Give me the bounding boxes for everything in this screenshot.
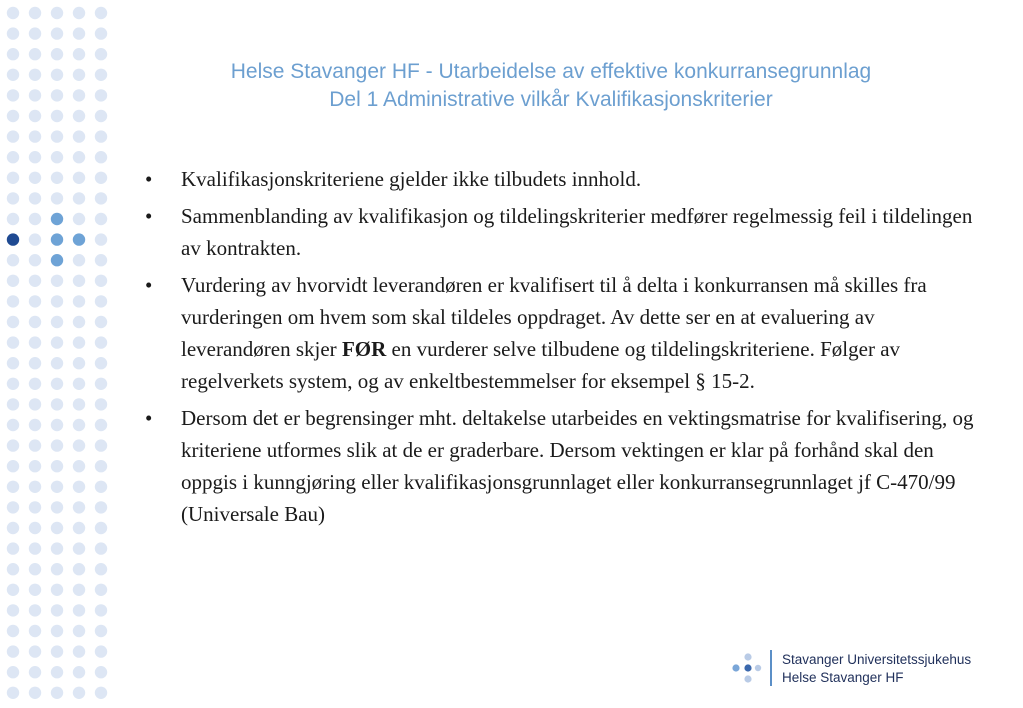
decor-dot <box>7 563 19 575</box>
decor-dot <box>73 151 85 163</box>
decor-dot <box>29 295 41 307</box>
decor-dot <box>95 69 107 81</box>
bullet-item-3 <box>145 269 975 397</box>
decor-dot <box>7 27 19 39</box>
decor-dot <box>73 7 85 19</box>
slide-title <box>130 58 972 114</box>
decor-dot <box>29 27 41 39</box>
bullet-item-2 <box>145 200 975 264</box>
decor-dot <box>29 563 41 575</box>
decor-dot <box>29 542 41 554</box>
decor-dot <box>51 336 63 348</box>
decor-dot <box>73 69 85 81</box>
decor-dot <box>7 625 19 637</box>
decor-dot <box>73 563 85 575</box>
decor-dot <box>51 172 63 184</box>
bullet-text: Kvalifikasjonskriteriene gjelder ikke tilbudets innhold. <box>181 167 642 191</box>
decor-dot <box>73 481 85 493</box>
decor-dot <box>95 501 107 513</box>
decor-dot <box>51 563 63 575</box>
decor-dot <box>51 233 63 245</box>
decor-dot <box>29 687 41 699</box>
decor-dot <box>73 501 85 513</box>
decor-dot <box>51 666 63 678</box>
decor-dot <box>73 419 85 431</box>
decor-dot <box>95 151 107 163</box>
decor-dot <box>29 584 41 596</box>
decor-dot <box>29 7 41 19</box>
decor-dot <box>95 275 107 287</box>
decor-dot <box>95 48 107 60</box>
decor-dot <box>29 275 41 287</box>
decor-dot <box>7 172 19 184</box>
decor-dot <box>29 233 41 245</box>
decor-dot <box>7 439 19 451</box>
decor-dot <box>73 522 85 534</box>
decor-dot <box>95 439 107 451</box>
decor-dot <box>7 316 19 328</box>
decor-dot <box>7 419 19 431</box>
decor-dot <box>73 604 85 616</box>
decor-dot <box>7 584 19 596</box>
decor-dot <box>95 213 107 225</box>
decor-dot <box>95 130 107 142</box>
decor-dot <box>7 254 19 266</box>
decor-dot <box>7 604 19 616</box>
decor-dot <box>95 295 107 307</box>
decor-dot <box>7 233 19 245</box>
decor-dot <box>51 378 63 390</box>
decor-dot <box>51 275 63 287</box>
bullet-marker: • <box>145 406 153 430</box>
bullet-text-after: en vurderer selve tilbudene og tildelingskriteriene. Følger av regelverkets system, og av enkeltbestemmelser for eksempel § 15-2. <box>181 337 901 393</box>
decor-dot <box>73 645 85 657</box>
decor-dot <box>73 398 85 410</box>
decor-dot <box>95 584 107 596</box>
decor-dot <box>51 645 63 657</box>
decor-dot <box>29 460 41 472</box>
decor-dot <box>73 336 85 348</box>
decor-dot <box>95 192 107 204</box>
decor-dot <box>95 172 107 184</box>
decor-dot <box>95 604 107 616</box>
decor-dot <box>73 316 85 328</box>
decor-dot <box>7 130 19 142</box>
decor-dot <box>51 625 63 637</box>
decor-dot <box>7 48 19 60</box>
decor-dot <box>7 542 19 554</box>
decor-dot <box>73 625 85 637</box>
decor-dot <box>73 110 85 122</box>
decor-dot <box>73 48 85 60</box>
decor-dot <box>51 89 63 101</box>
decor-dot <box>95 110 107 122</box>
decor-dot <box>73 542 85 554</box>
bullet-marker: • <box>145 273 153 297</box>
decor-dot <box>73 295 85 307</box>
decor-dot <box>51 687 63 699</box>
bullet-bold-text: FØR <box>341 337 387 361</box>
decor-dot <box>51 151 63 163</box>
decor-dot <box>29 172 41 184</box>
decor-dot <box>73 275 85 287</box>
logo-line-2: Helse Stavanger HF <box>782 670 904 685</box>
decor-dot <box>29 110 41 122</box>
decor-dot <box>73 439 85 451</box>
logo-text <box>782 651 971 687</box>
decor-dot <box>51 419 63 431</box>
decor-dot <box>29 398 41 410</box>
decor-dot <box>29 357 41 369</box>
decor-dot <box>73 27 85 39</box>
decor-dot <box>51 110 63 122</box>
decor-dot <box>95 687 107 699</box>
decor-dot <box>7 110 19 122</box>
decor-dot <box>7 687 19 699</box>
decor-dot <box>51 254 63 266</box>
decor-dot <box>51 316 63 328</box>
decor-dot <box>29 378 41 390</box>
decor-dot <box>7 522 19 534</box>
decor-dot <box>29 89 41 101</box>
decor-dot <box>7 7 19 19</box>
decor-dot <box>7 192 19 204</box>
decor-dot <box>51 130 63 142</box>
bullet-text: Sammenblanding av kvalifikasjon og tildelingskriterier medfører regelmessig feil i tildelingen av kontrakten. <box>181 204 973 260</box>
decor-dot <box>51 604 63 616</box>
decor-dot <box>95 357 107 369</box>
decor-dot <box>73 130 85 142</box>
decor-dot <box>7 481 19 493</box>
decor-dot <box>7 295 19 307</box>
decor-dot <box>29 439 41 451</box>
decor-dot <box>95 542 107 554</box>
decor-dot <box>51 481 63 493</box>
decor-dot <box>51 522 63 534</box>
decor-dot <box>29 130 41 142</box>
decor-dot <box>73 357 85 369</box>
bullet-marker: • <box>145 167 153 191</box>
decor-dot <box>95 625 107 637</box>
decor-dot <box>29 254 41 266</box>
decor-dot <box>7 151 19 163</box>
bullet-text-before: Vurdering av hvorvidt leverandøren er kvalifisert til å delta i konkurransen må skilles fra vurderingen om hvem som skal tildeles oppdraget. Av dette ser en at evaluering av leverandøren skjer <box>181 273 927 361</box>
decor-dot <box>73 213 85 225</box>
logo-dots-icon <box>728 648 762 688</box>
decor-dot <box>7 398 19 410</box>
title-line-2: Del 1 Administrative vilkår Kvalifikasjonskriterier <box>329 88 773 111</box>
decor-dot <box>95 27 107 39</box>
decor-dot <box>95 419 107 431</box>
logo-divider <box>770 650 772 686</box>
decor-dot <box>7 89 19 101</box>
decor-dot <box>29 69 41 81</box>
decor-dot <box>51 295 63 307</box>
decor-dot <box>29 522 41 534</box>
decor-dot <box>7 666 19 678</box>
decor-dot <box>95 254 107 266</box>
decorative-dot-grid <box>0 0 120 708</box>
decor-dot <box>29 604 41 616</box>
decor-dot <box>73 254 85 266</box>
decor-dot <box>95 563 107 575</box>
decor-dot <box>29 336 41 348</box>
decor-dot <box>7 460 19 472</box>
bullet-item-4 <box>145 402 975 530</box>
decor-dot <box>73 584 85 596</box>
decor-dot <box>7 69 19 81</box>
decor-dot <box>51 69 63 81</box>
decor-dot <box>73 233 85 245</box>
decor-dot <box>7 501 19 513</box>
decor-dot <box>51 27 63 39</box>
decor-dot <box>29 625 41 637</box>
decor-dot <box>29 645 41 657</box>
decor-dot <box>95 7 107 19</box>
decor-dot <box>29 419 41 431</box>
decor-dot <box>73 687 85 699</box>
decor-dot <box>95 666 107 678</box>
title-line-1: Helse Stavanger HF - Utarbeidelse av effektive konkurransegrunnlag <box>230 60 872 83</box>
decor-dot <box>95 522 107 534</box>
decor-dot <box>51 542 63 554</box>
decor-dot <box>7 357 19 369</box>
decor-dot <box>95 460 107 472</box>
bullet-list <box>145 163 975 535</box>
decor-dot <box>95 378 107 390</box>
decor-dot <box>95 89 107 101</box>
decor-dot <box>29 501 41 513</box>
decor-dot <box>29 316 41 328</box>
decor-dot <box>95 316 107 328</box>
decor-dot <box>95 398 107 410</box>
decor-dot <box>7 378 19 390</box>
decor-dot <box>29 213 41 225</box>
decor-dot <box>51 501 63 513</box>
decor-dot <box>7 213 19 225</box>
decor-dot <box>51 357 63 369</box>
decor-dot <box>29 151 41 163</box>
hospital-logo <box>728 648 998 688</box>
decor-dot <box>73 460 85 472</box>
decor-dot <box>51 213 63 225</box>
decor-dot <box>29 48 41 60</box>
decor-dot <box>51 398 63 410</box>
decor-dot <box>73 666 85 678</box>
decor-dot <box>73 378 85 390</box>
decor-dot <box>73 172 85 184</box>
decor-dot <box>51 192 63 204</box>
decor-dot <box>73 192 85 204</box>
decor-dot <box>51 584 63 596</box>
bullet-marker: • <box>145 204 153 228</box>
decor-dot <box>29 192 41 204</box>
decor-dot <box>29 481 41 493</box>
decor-dot <box>7 336 19 348</box>
logo-line-1: Stavanger Universitetssjukehus <box>782 652 972 667</box>
decor-dot <box>95 645 107 657</box>
bullet-text: Dersom det er begrensinger mht. deltakelse utarbeides en vektingsmatrise for kvalifisering, og kriteriene utformes slik at de er graderbare. Dersom vektingen er klar på forhånd skal den oppgis i kunngjøring eller kvalifikasjonsgrunnlaget eller konkurransegrunnlaget jf C-470/99 (Universale Bau) <box>181 406 974 526</box>
decor-dot <box>51 48 63 60</box>
bullet-item-1 <box>145 163 975 195</box>
decor-dot <box>29 666 41 678</box>
decor-dot <box>51 7 63 19</box>
decor-dot <box>7 275 19 287</box>
decor-dot <box>51 460 63 472</box>
decor-dot <box>95 481 107 493</box>
decor-dot <box>95 233 107 245</box>
decor-dot <box>73 89 85 101</box>
decor-dot <box>95 336 107 348</box>
decor-dot <box>7 645 19 657</box>
decor-dot <box>51 439 63 451</box>
